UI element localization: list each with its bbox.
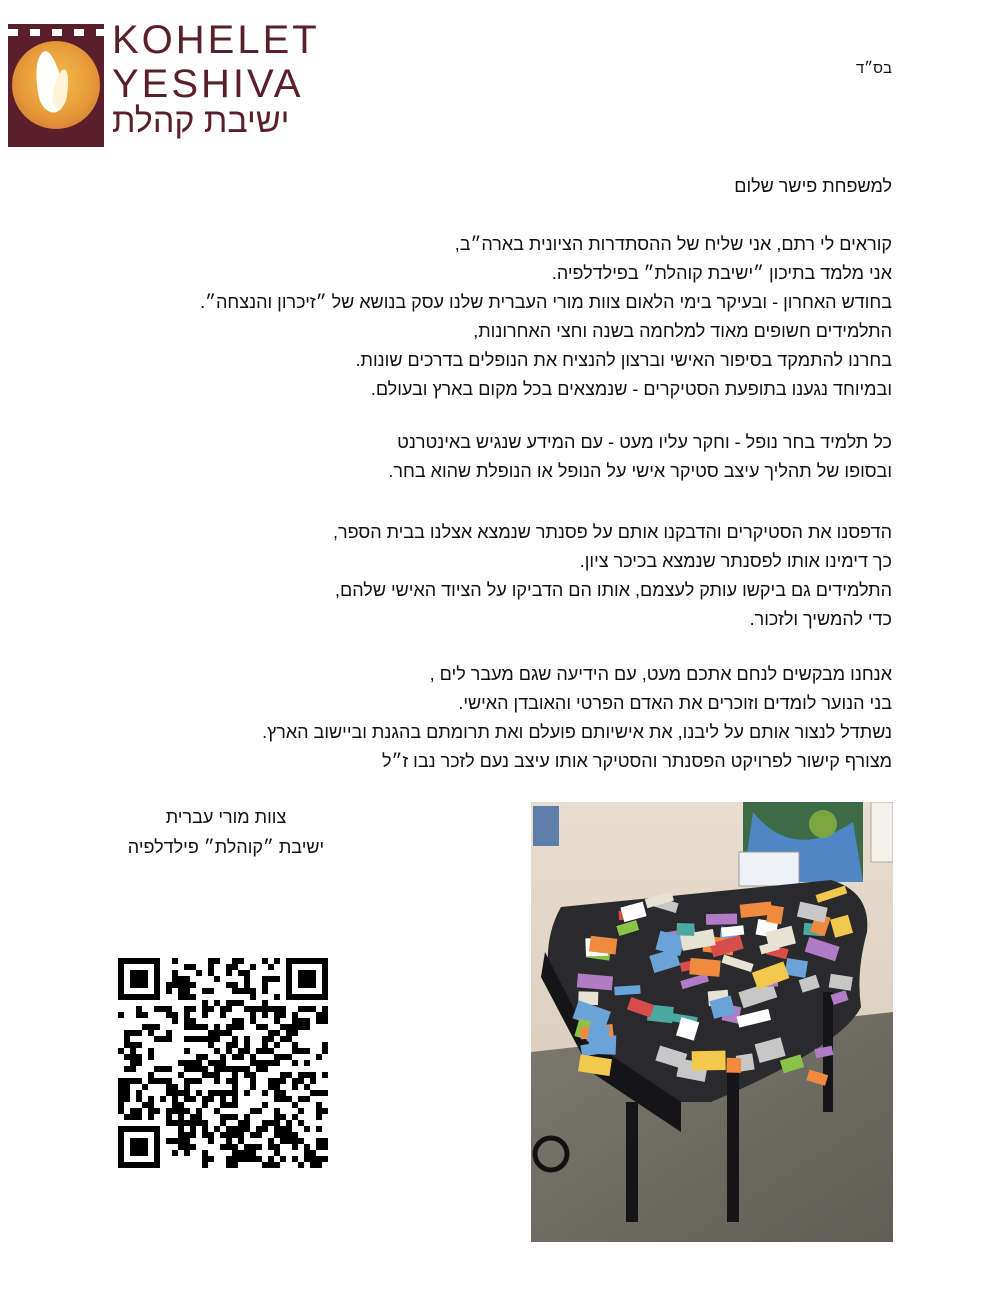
qr-code-icon[interactable]	[118, 958, 328, 1168]
signature-block	[110, 802, 342, 862]
paragraph-line: כך דימינו אותו לפסנתר שנמצא בכיכר ציון.	[579, 551, 892, 571]
letter-greeting: למשפחת פישר שלום	[734, 176, 892, 196]
paragraph-line: ובמיוחד נגענו בתופעת הסטיקרים - שנמצאים בכל מקום בארץ ובעולם.	[370, 379, 892, 399]
logo-text-yeshiva: YESHIVA	[112, 62, 304, 106]
paragraph-line: אני מלמד בתיכון ״ישיבת קוהלת״ בפילדלפיה.	[551, 263, 892, 283]
signature-line-school: ישיבת ״קוהלת״ פילדלפיה	[127, 837, 325, 857]
paragraph-line: הדפסנו את הסטיקרים והדבקנו אותם על פסנתר שנמצא אצלנו בבית הספר,	[332, 522, 892, 542]
paragraph-condolence	[132, 660, 892, 776]
bsd-header: בס״ד	[855, 60, 892, 77]
paragraph-line: מצורף קישור לפרויקט הפסנתר והסטיקר אותו עיצב נעם לזכר נבו ז״ל	[381, 751, 892, 771]
paragraph-line: התלמידים חשופים מאוד למלחמה בשנה וחצי האחרונות,	[473, 321, 892, 341]
paragraph-intro	[132, 230, 892, 404]
paragraph-line: בני הנוער לומדים וזוכרים את האדם הפרטי והאובדן האישי.	[458, 693, 892, 713]
paragraph-line: קוראים לי רתם, אני שליח של ההסתדרות הציונית בארה״ב,	[454, 234, 892, 254]
paragraph-line: אנחנו מבקשים לנחם אתכם מעט, עם הידיעה שגם מעבר לים ,	[429, 664, 892, 684]
signature-line-team: צוות מורי עברית	[165, 807, 287, 827]
paragraph-line: נשתדל לנצור אותם על ליבנו, את אישיותם פועלם ואת תרומתם בהגנת וביישוב הארץ.	[262, 722, 892, 742]
paragraph-piano	[132, 518, 892, 634]
paragraph-line: בחודש האחרון - ובעיקר בימי הלאום צוות מורי העברית שלנו עסק בנושא של ״זיכרון והנצחה״.	[200, 292, 892, 312]
paragraph-research	[132, 428, 892, 486]
piano-stickers-photo	[531, 802, 893, 1242]
paragraph-line: כדי להמשיך ולזכור.	[749, 609, 892, 629]
flame-emblem-icon	[8, 24, 104, 147]
paragraph-line: כל תלמיד בחר נופל - וחקר עליו מעט - עם המידע שנגיש באינטרנט	[397, 432, 892, 452]
kohelet-yeshiva-logo	[8, 12, 320, 142]
logo-text-hebrew: ישיבת קהלת	[112, 102, 290, 140]
logo-text-kohelet: KOHELET	[112, 18, 320, 62]
paragraph-line: התלמידים גם ביקשו עותק לעצמם, אותו הם הדביקו על הציוד האישי שלהם,	[335, 580, 892, 600]
paragraph-line: בחרנו להתמקד בסיפור האישי וברצון להנציח את הנופלים בדרכים שונות.	[355, 350, 892, 370]
paragraph-line: ובסופו של תהליך עיצב סטיקר אישי על הנופל או הנופלת שהוא בחר.	[388, 461, 892, 481]
